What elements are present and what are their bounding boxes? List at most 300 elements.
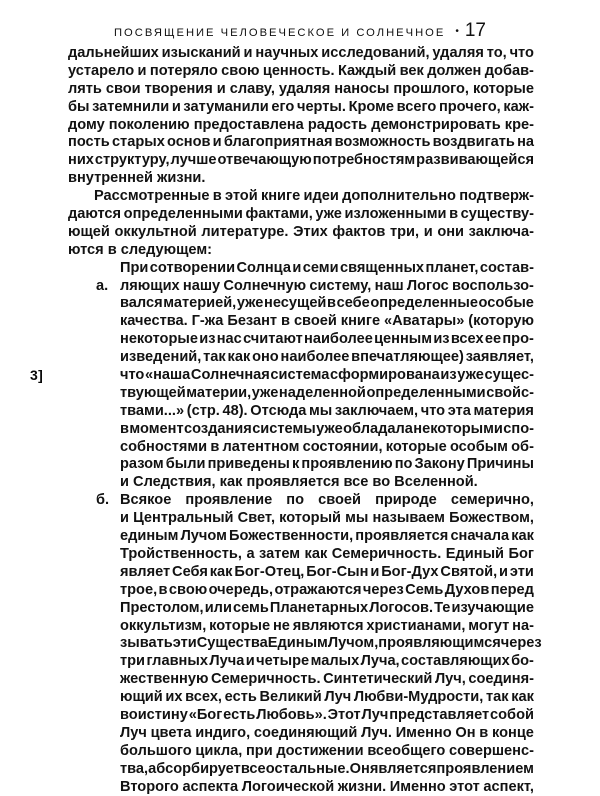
text-word: поколению	[108, 116, 190, 133]
text-word: так	[203, 349, 226, 366]
text-word: его	[271, 98, 295, 115]
text-word: не	[272, 617, 290, 634]
text-word: большого	[120, 742, 192, 759]
text-word: из	[433, 331, 450, 348]
text-line	[68, 295, 534, 313]
text-word: три,	[389, 223, 420, 240]
text-word: латентном	[222, 438, 300, 455]
text-word: на-	[512, 617, 534, 634]
text-word: каж-	[503, 98, 534, 115]
text-line	[68, 528, 534, 546]
text-word: Семеричность.	[331, 545, 442, 562]
text-word: бы	[68, 98, 90, 115]
text-word: который	[279, 510, 342, 527]
text-word: соединя-	[468, 671, 534, 688]
text-line	[68, 743, 534, 761]
text-word: свою	[168, 581, 208, 598]
text-word: как	[209, 563, 233, 580]
text-word: материя	[473, 402, 534, 419]
text-word: достижении	[276, 742, 364, 759]
text-word: черты.	[296, 98, 346, 115]
text-word: тва,	[120, 760, 149, 777]
text-word: дому	[68, 116, 105, 133]
text-word: себе	[336, 295, 370, 312]
text-word: «Бог	[188, 706, 223, 723]
text-line	[68, 278, 534, 296]
text-word: и	[243, 45, 253, 61]
text-line	[68, 725, 534, 743]
text-word: в	[281, 313, 290, 330]
text-word: ющей	[68, 223, 110, 240]
text-word: изысканий	[161, 45, 241, 61]
text-line	[68, 206, 534, 224]
text-word: Свет,	[237, 510, 276, 527]
text-word: вался	[120, 295, 163, 312]
text-word: Любви-Мудрости,	[353, 689, 484, 706]
text-word: их	[165, 689, 183, 706]
text-word: уже	[457, 367, 484, 384]
text-line	[68, 403, 534, 421]
text-word: и	[137, 62, 147, 79]
text-line	[68, 260, 534, 278]
text-word: через	[500, 635, 542, 652]
text-word: создания	[184, 420, 252, 437]
text-word: и	[216, 80, 226, 97]
text-word: определенными	[366, 384, 486, 401]
text-word: остальные.	[265, 760, 350, 777]
text-word: Планетарных	[269, 599, 369, 616]
text-word: всех,	[185, 689, 222, 706]
text-word: заключа-	[468, 223, 534, 240]
text-word: семерично,	[450, 492, 534, 509]
text-word: к	[291, 456, 300, 473]
text-word: Отсюда	[250, 402, 307, 419]
text-word: них	[68, 152, 94, 169]
text-word: цикла,	[195, 742, 243, 759]
text-word: демонстрировать	[371, 116, 501, 133]
text-line	[68, 349, 534, 367]
text-word: Лучом,	[327, 635, 379, 652]
text-word: Солнца	[236, 259, 291, 276]
text-word: (стр.	[186, 402, 220, 419]
text-word: являет	[120, 563, 171, 580]
text-word: потеряло	[149, 62, 218, 79]
text-line	[68, 671, 534, 689]
text-word: из	[440, 367, 457, 384]
text-word: Именно	[389, 778, 446, 795]
text-word: соединяющий	[253, 724, 358, 741]
text-word: своей	[318, 492, 361, 509]
text-line	[68, 385, 534, 403]
text-line	[68, 134, 534, 152]
text-word: Бог	[508, 545, 534, 562]
text-word: проявляется	[355, 528, 449, 545]
text-word: эти	[172, 635, 197, 652]
text-word: качества.	[120, 313, 188, 330]
text-word: «Аватары»	[384, 313, 465, 330]
text-word: ценным	[374, 331, 433, 348]
text-word: кре-	[504, 116, 534, 133]
text-word: семи	[302, 259, 339, 276]
text-word: и	[212, 134, 222, 151]
text-word: христианами,	[366, 617, 466, 634]
text-word: эти	[509, 563, 534, 580]
text-word: по	[394, 456, 413, 473]
text-word: «наша	[144, 367, 191, 384]
text-word: перед	[490, 581, 534, 598]
text-word: система	[270, 367, 330, 384]
text-word: творения	[144, 80, 213, 97]
text-word: аспекта	[182, 778, 239, 795]
text-word: литературе.	[201, 223, 289, 240]
text-word: Семеричность.	[211, 671, 321, 688]
text-word: как	[511, 528, 534, 545]
text-word: Кроме	[348, 98, 395, 115]
text-word: подтверж-	[459, 188, 534, 205]
text-word: собой	[490, 706, 534, 723]
text-word: проявление	[185, 492, 273, 509]
text-word: состав-	[479, 259, 534, 276]
text-word: заключаем,	[334, 402, 419, 419]
text-word: Синтетический	[323, 671, 433, 688]
text-word: момент	[129, 420, 184, 437]
text-line	[68, 224, 534, 242]
text-word: проявляющимся	[378, 635, 501, 652]
text-word: Луч	[361, 706, 389, 723]
text-word: должен	[427, 62, 482, 79]
text-word: разом	[120, 456, 164, 473]
text-line	[68, 99, 534, 117]
text-word: представляет	[389, 706, 490, 723]
list-marker: б.	[96, 492, 110, 509]
text-word: наиболее	[304, 331, 373, 348]
text-line	[68, 188, 534, 206]
text-word: возможность	[334, 134, 431, 151]
text-word: и	[499, 563, 509, 580]
text-word: что	[420, 402, 446, 419]
text-line	[68, 546, 534, 564]
text-line	[68, 689, 534, 707]
text-word: век	[399, 62, 424, 79]
text-word: в	[210, 438, 220, 455]
text-word: удаляя	[432, 45, 484, 61]
text-word: затемнили	[92, 98, 170, 115]
text-word: Г-жа	[191, 313, 224, 330]
text-line	[68, 761, 534, 779]
text-word: Луч,	[434, 671, 466, 688]
text-word: материей,	[163, 295, 237, 312]
text-word: некоторыми	[413, 420, 503, 437]
text-word: заявляет,	[465, 349, 534, 366]
text-word: а	[246, 545, 255, 562]
text-word: Лучом	[180, 528, 227, 545]
text-word: или	[204, 599, 232, 616]
text-word: были	[165, 456, 206, 473]
text-word: Этих	[293, 223, 328, 240]
text-word: дополнительно	[342, 188, 456, 205]
text-word: Семь	[405, 581, 444, 598]
text-line	[68, 600, 534, 618]
text-word: мы	[308, 402, 333, 419]
text-word: Любовь».	[256, 706, 327, 723]
text-word: все	[240, 760, 266, 777]
text-word: в	[212, 188, 222, 205]
text-word: состоянии,	[302, 438, 383, 455]
text-word: Логосов.	[369, 599, 434, 616]
text-word: этот	[449, 778, 480, 795]
text-word: Безант	[227, 313, 278, 330]
text-word: наш	[374, 277, 404, 294]
text-word: в	[120, 420, 129, 437]
text-word: особым	[449, 438, 508, 455]
text-word: обладала	[343, 420, 413, 437]
text-word: Те	[434, 599, 451, 616]
text-word: Этот	[327, 706, 361, 723]
margin-reference-number: 3]	[30, 367, 44, 384]
text-word: определенными	[123, 206, 243, 223]
text-word: как	[511, 689, 534, 706]
text-word: наделенной	[278, 384, 366, 401]
text-word: Единый	[445, 545, 504, 562]
text-word: научных	[255, 45, 319, 61]
text-line	[68, 653, 534, 671]
text-word: Божеством,	[449, 510, 534, 527]
text-word: своей	[293, 313, 337, 330]
text-word: эта	[447, 402, 471, 419]
text-word: по	[286, 492, 305, 509]
text-word: три	[120, 653, 146, 670]
text-word: потребностям	[312, 152, 416, 169]
text-run: внутренней жизни.	[68, 170, 206, 187]
text-line	[68, 45, 534, 63]
text-word: Всякое	[120, 492, 172, 509]
text-word: дальнейших	[68, 45, 159, 61]
text-word: Тройственность,	[120, 545, 242, 562]
text-word: даются	[68, 206, 122, 223]
text-word: Престолом,	[120, 599, 204, 616]
text-word: очередь,	[208, 581, 274, 598]
text-line	[68, 421, 534, 439]
text-word: твами...»	[120, 402, 185, 419]
text-word: Логос	[406, 277, 449, 294]
text-word: мы	[345, 510, 369, 527]
running-head-separator: •	[455, 26, 459, 37]
text-word: собностями	[120, 438, 208, 455]
text-word: прошлого,	[393, 80, 469, 97]
text-word: Святой,	[440, 563, 498, 580]
text-word: жизни.	[337, 778, 387, 795]
text-word: радость	[307, 116, 368, 133]
text-word: всеобщего	[367, 742, 446, 759]
text-word: оккультной	[114, 223, 197, 240]
text-line	[68, 492, 534, 510]
text-word: является	[369, 760, 437, 777]
text-word: ющий	[120, 689, 163, 706]
text-word: фактами,	[245, 206, 313, 223]
text-word: Бог-Сын	[306, 563, 369, 580]
text-word: ее	[484, 331, 502, 348]
text-word: в	[449, 206, 459, 223]
page-number: 17	[464, 20, 486, 41]
text-word: Он	[349, 760, 370, 777]
text-word: приведены	[207, 456, 290, 473]
text-line	[68, 117, 534, 135]
text-word: что	[120, 367, 145, 384]
text-word: и	[370, 563, 380, 580]
text-word: составляющих	[401, 653, 510, 670]
text-line	[68, 510, 534, 528]
text-word: как	[304, 545, 328, 562]
text-word: через	[362, 581, 404, 598]
text-word: совершенс-	[449, 742, 534, 759]
text-word: старых	[111, 134, 165, 151]
text-line	[68, 81, 534, 99]
text-word: устарело	[68, 62, 135, 79]
text-word: ценность.	[262, 62, 335, 79]
text-word: свою	[221, 62, 260, 79]
text-word: Солнечную	[223, 277, 307, 294]
text-word: есть	[224, 689, 257, 706]
text-word: жественную	[120, 671, 209, 688]
text-word: Луча,	[360, 653, 400, 670]
text-word: книге	[260, 188, 301, 205]
text-line	[68, 439, 534, 457]
text-line	[68, 170, 534, 188]
running-head	[0, 20, 600, 42]
text-word: При	[120, 259, 149, 276]
text-word: абсорбирует	[148, 760, 241, 777]
text-word: исследований,	[321, 45, 430, 61]
text-word: оккультизм,	[120, 617, 207, 634]
text-word: фактов	[332, 223, 386, 240]
text-word: они	[437, 223, 465, 240]
text-line	[68, 779, 534, 796]
text-line	[68, 242, 534, 260]
text-line	[68, 635, 542, 653]
text-word: некоторые	[120, 331, 198, 348]
text-word: считают	[243, 331, 303, 348]
text-word: материи,	[186, 384, 252, 401]
text-word: Луч	[120, 724, 147, 741]
text-word: священных	[339, 259, 425, 276]
text-word: сотворении	[149, 259, 236, 276]
text-word: конце	[492, 724, 534, 741]
text-word: проявлением	[436, 760, 534, 777]
text-word: воздвигать	[432, 134, 515, 151]
text-word: Существа	[196, 635, 268, 652]
text-word: отражаются	[274, 581, 362, 598]
text-run: ются в следующем:	[68, 241, 212, 258]
text-word: славу,	[229, 80, 275, 97]
text-word: существу-	[460, 206, 534, 223]
text-word: затуманили	[183, 98, 269, 115]
text-word: бо-	[511, 653, 534, 670]
text-word: которые	[209, 617, 271, 634]
text-word: 48).	[222, 402, 248, 419]
text-word: структуру,	[94, 152, 170, 169]
text-word: нас	[216, 331, 242, 348]
text-word: так	[485, 689, 509, 706]
text-word: семь	[233, 599, 269, 616]
text-word: ляющих	[120, 277, 180, 294]
text-word: (которую	[468, 313, 534, 330]
text-word: основ	[166, 134, 211, 151]
text-line	[30, 367, 534, 385]
text-word: и	[245, 653, 255, 670]
text-word: сформирована	[330, 367, 440, 384]
text-word: сначала	[450, 528, 510, 545]
text-word: в	[158, 581, 168, 598]
text-word: называем	[372, 510, 445, 527]
text-word: Бог-Дух	[381, 563, 439, 580]
text-word: что	[509, 45, 534, 61]
text-word: идеи	[303, 188, 339, 205]
text-word: которые	[472, 80, 534, 97]
list-marker: a.	[96, 277, 109, 294]
text-word: систему,	[309, 277, 372, 294]
text-word: всего	[396, 98, 437, 115]
text-word: пость	[68, 134, 110, 151]
text-word: наносы	[334, 80, 390, 97]
text-run: и Следствия, как проявляется все во Вселенной.	[120, 474, 478, 491]
text-line	[68, 456, 534, 474]
text-word: которые	[385, 438, 447, 455]
text-line	[68, 331, 534, 349]
text-word: Духов	[444, 581, 490, 598]
text-word: нашу	[182, 277, 221, 294]
text-word: из	[199, 331, 216, 348]
text-word: прочего,	[438, 98, 501, 115]
text-word: Луч.	[361, 724, 392, 741]
text-line	[68, 313, 534, 331]
text-word: и	[171, 98, 181, 115]
text-word: Рассмотренные	[94, 188, 210, 205]
text-word: Солнечная	[190, 367, 270, 384]
text-word: добав-	[484, 62, 534, 79]
text-word: Причины	[466, 456, 534, 473]
text-word: Он	[455, 724, 476, 741]
body-text	[30, 45, 542, 796]
text-word: трое,	[120, 581, 158, 598]
text-word: особые	[478, 295, 534, 312]
text-word: единым	[120, 528, 179, 545]
text-word: оно	[252, 349, 279, 366]
text-word: впечатляющее)	[351, 349, 464, 366]
text-line	[68, 707, 534, 725]
text-word: и	[120, 510, 129, 527]
text-word: всех	[450, 331, 484, 348]
text-word: есть	[223, 706, 256, 723]
text-word: твующей	[120, 384, 186, 401]
text-word: аспект,	[483, 778, 534, 795]
text-word: лучше	[170, 152, 217, 169]
text-word: несущей	[264, 295, 327, 312]
text-word: малых	[310, 653, 360, 670]
text-word: то,	[486, 45, 507, 61]
text-word: Бог-Отец,	[234, 563, 305, 580]
text-word: Каждый	[337, 62, 397, 79]
text-word: уже	[316, 420, 343, 437]
text-line	[68, 582, 534, 600]
text-word: Себя	[172, 563, 208, 580]
text-word: удаляя	[278, 80, 331, 97]
text-word: свои	[105, 80, 141, 97]
text-word: изведений,	[120, 349, 202, 366]
text-word: воистину	[120, 706, 188, 723]
text-word: Единым	[267, 635, 328, 652]
text-word: зывать	[120, 635, 173, 652]
text-word: отвечающую	[217, 152, 312, 169]
